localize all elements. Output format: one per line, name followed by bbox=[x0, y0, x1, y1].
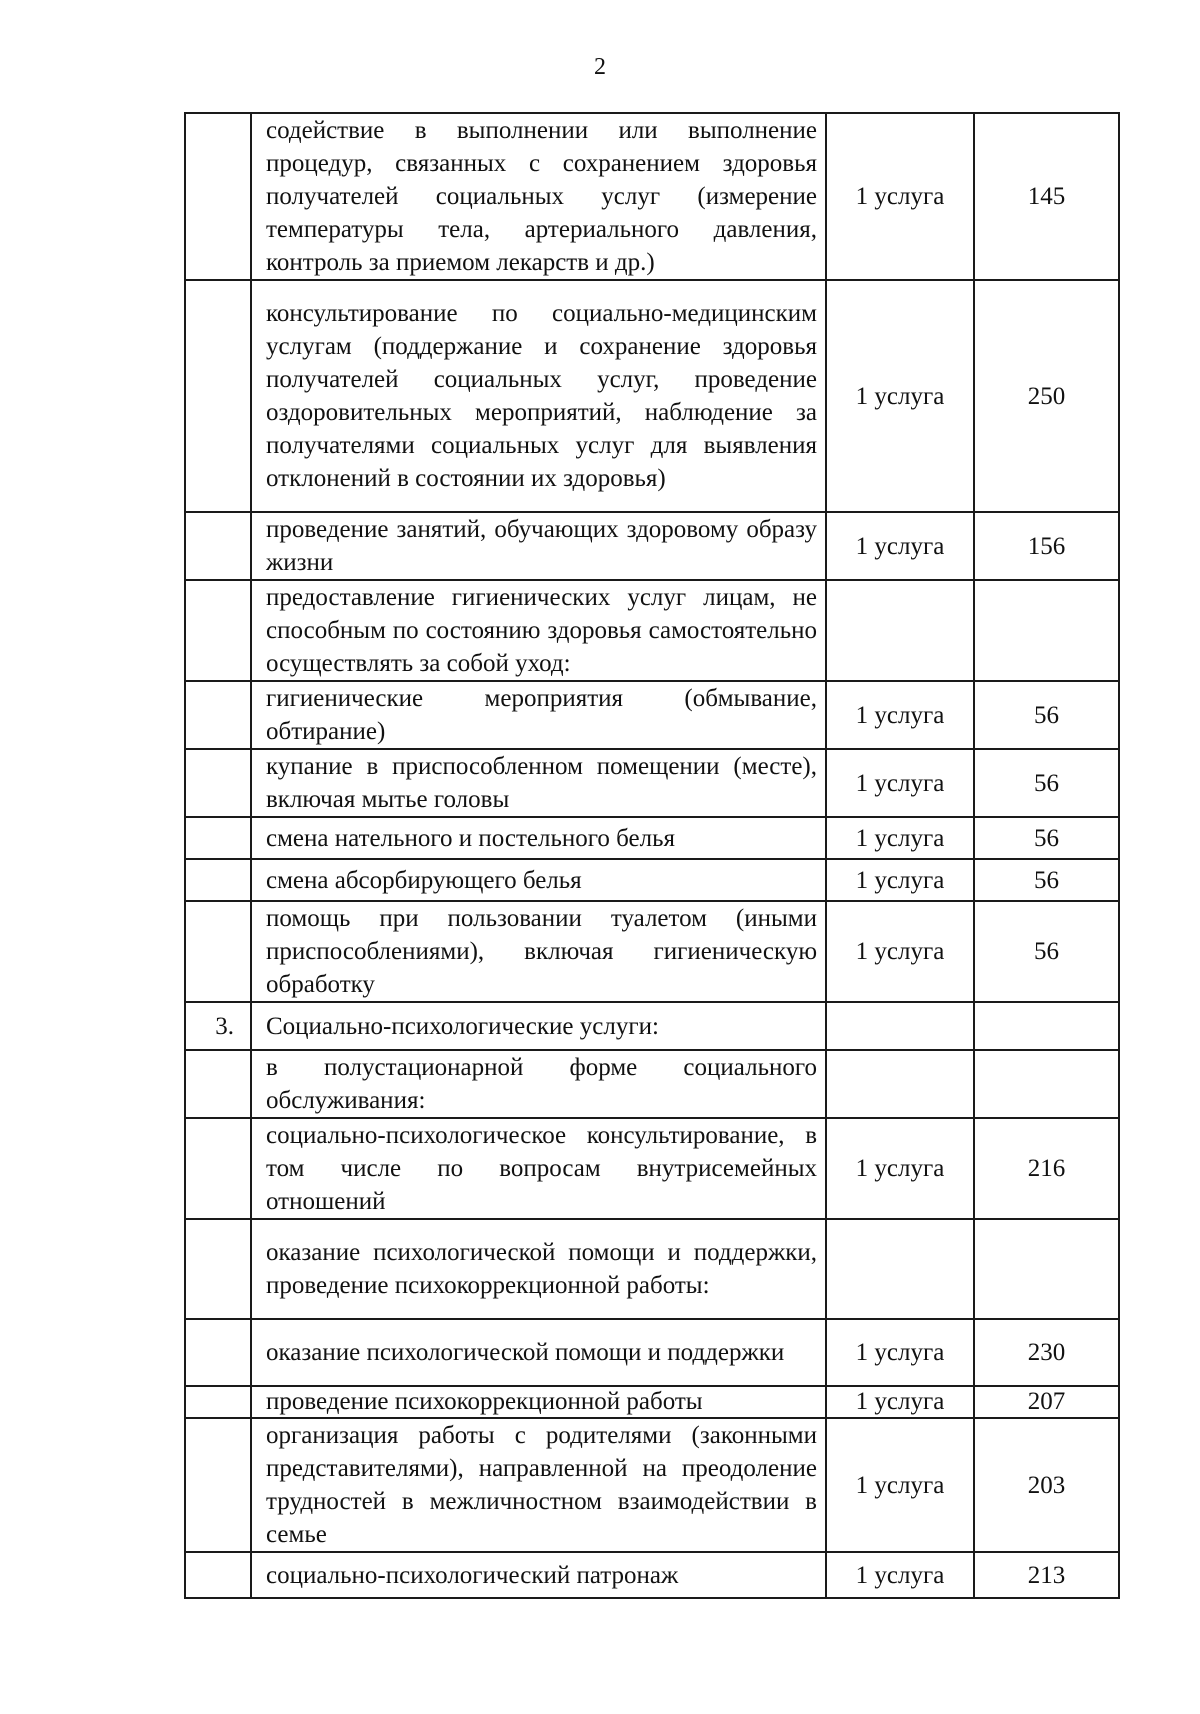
service-name: гигиенические мероприятия (обмывание, обтирание) bbox=[251, 681, 826, 749]
service-price: 250 bbox=[974, 280, 1119, 512]
service-price bbox=[974, 1050, 1119, 1118]
row-number bbox=[185, 1319, 251, 1386]
row-number bbox=[185, 817, 251, 859]
row-number bbox=[185, 580, 251, 681]
row-number bbox=[185, 859, 251, 901]
service-name: оказание психологической помощи и поддержки bbox=[251, 1319, 826, 1386]
table-row bbox=[185, 817, 1119, 859]
service-price: 203 bbox=[974, 1418, 1119, 1552]
table-row bbox=[185, 901, 1119, 1002]
service-price: 56 bbox=[974, 817, 1119, 859]
table-row bbox=[185, 1552, 1119, 1598]
service-unit: 1 услуга bbox=[826, 1319, 974, 1386]
row-number bbox=[185, 1552, 251, 1598]
services-price-table bbox=[184, 112, 1120, 1599]
service-name: социально-психологический патронаж bbox=[251, 1552, 826, 1598]
service-unit: 1 услуга bbox=[826, 512, 974, 580]
row-number bbox=[185, 1050, 251, 1118]
service-unit: 1 услуга bbox=[826, 1118, 974, 1219]
row-number bbox=[185, 512, 251, 580]
row-number bbox=[185, 1118, 251, 1219]
table-row bbox=[185, 1319, 1119, 1386]
service-price: 56 bbox=[974, 901, 1119, 1002]
table-row bbox=[185, 1118, 1119, 1219]
service-price: 145 bbox=[974, 113, 1119, 280]
table-row bbox=[185, 1418, 1119, 1552]
service-unit bbox=[826, 1219, 974, 1319]
service-unit: 1 услуга bbox=[826, 280, 974, 512]
service-name: помощь при пользовании туалетом (иными приспособлениями), включая гигиеническую обработку bbox=[251, 901, 826, 1002]
row-number bbox=[185, 1418, 251, 1552]
service-unit: 1 услуга bbox=[826, 1418, 974, 1552]
table-row bbox=[185, 1219, 1119, 1319]
service-unit bbox=[826, 580, 974, 681]
service-price: 216 bbox=[974, 1118, 1119, 1219]
services-table-container bbox=[184, 112, 1120, 1599]
service-unit: 1 услуга bbox=[826, 1386, 974, 1418]
service-unit: 1 услуга bbox=[826, 901, 974, 1002]
service-name: проведение занятий, обучающих здоровому образу жизни bbox=[251, 512, 826, 580]
table-row bbox=[185, 1050, 1119, 1118]
service-price bbox=[974, 580, 1119, 681]
service-unit bbox=[826, 1050, 974, 1118]
row-number bbox=[185, 280, 251, 512]
service-unit: 1 услуга bbox=[826, 859, 974, 901]
table-row-section bbox=[185, 1002, 1119, 1050]
table-row bbox=[185, 859, 1119, 901]
service-name: проведение психокоррекционной работы bbox=[251, 1386, 826, 1418]
table-row bbox=[185, 113, 1119, 280]
service-name: купание в приспособленном помещении (месте), включая мытье головы bbox=[251, 749, 826, 817]
table-row bbox=[185, 580, 1119, 681]
table-row bbox=[185, 749, 1119, 817]
service-unit: 1 услуга bbox=[826, 1552, 974, 1598]
service-group-name: в полустационарной форме социального обслуживания: bbox=[251, 1050, 826, 1118]
service-price: 213 bbox=[974, 1552, 1119, 1598]
service-unit: 1 услуга bbox=[826, 681, 974, 749]
service-price: 56 bbox=[974, 749, 1119, 817]
row-number bbox=[185, 1219, 251, 1319]
table-row bbox=[185, 280, 1119, 512]
table-row bbox=[185, 512, 1119, 580]
section-title: Социально-психологические услуги: bbox=[251, 1002, 826, 1050]
row-number bbox=[185, 113, 251, 280]
table-row bbox=[185, 1386, 1119, 1418]
page-number: 2 bbox=[594, 54, 606, 80]
section-number: 3. bbox=[185, 1002, 251, 1050]
service-price: 230 bbox=[974, 1319, 1119, 1386]
service-unit bbox=[826, 1002, 974, 1050]
service-name: содействие в выполнении или выполнение процедур, связанных с сохранением здоровья получателей социальных услуг (измерение температуры тела, артериального давления, контроль за приемом лекарств и др.) bbox=[251, 113, 826, 280]
service-price: 56 bbox=[974, 859, 1119, 901]
service-unit: 1 услуга bbox=[826, 817, 974, 859]
service-unit: 1 услуга bbox=[826, 113, 974, 280]
service-group-name: предоставление гигиенических услуг лицам, не способным по состоянию здоровья самостоятельно осуществлять за собой уход: bbox=[251, 580, 826, 681]
row-number bbox=[185, 901, 251, 1002]
service-unit: 1 услуга bbox=[826, 749, 974, 817]
service-price bbox=[974, 1219, 1119, 1319]
service-name: организация работы с родителями (законными представителями), направленной на преодоление трудностей в межличностном взаимодействии в семье bbox=[251, 1418, 826, 1552]
row-number bbox=[185, 681, 251, 749]
service-price: 207 bbox=[974, 1386, 1119, 1418]
service-group-name: оказание психологической помощи и поддержки, проведение психокоррекционной работы: bbox=[251, 1219, 826, 1319]
service-name: социально-психологическое консультирование, в том числе по вопросам внутрисемейных отношений bbox=[251, 1118, 826, 1219]
table-row bbox=[185, 681, 1119, 749]
row-number bbox=[185, 749, 251, 817]
service-price bbox=[974, 1002, 1119, 1050]
service-name: смена абсорбирующего белья bbox=[251, 859, 826, 901]
service-name: консультирование по социально-медицинским услугам (поддержание и сохранение здоровья получателей социальных услуг, проведение оздоровительных мероприятий, наблюдение за получателями социальных услуг для выявления отклонений в состоянии их здоровья) bbox=[251, 280, 826, 512]
row-number bbox=[185, 1386, 251, 1418]
service-price: 56 bbox=[974, 681, 1119, 749]
service-name: смена нательного и постельного белья bbox=[251, 817, 826, 859]
service-price: 156 bbox=[974, 512, 1119, 580]
